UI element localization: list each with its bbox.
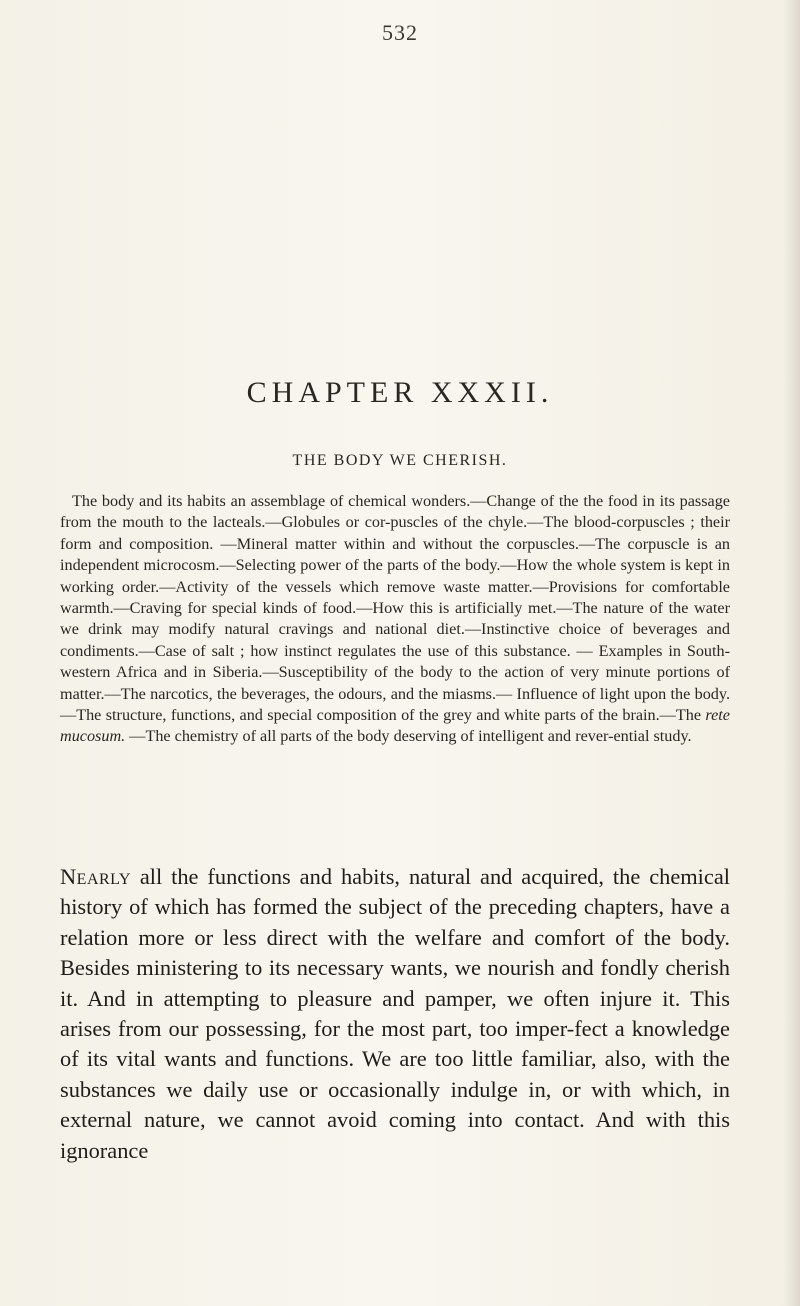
chapter-summary <box>60 491 730 748</box>
page-number: 532 <box>382 20 418 45</box>
body-paragraph-text: all the functions and habits, natural and acquired, the chemical history of which has formed the subject of the preceding chapters, have a relation more or less direct with the welfare and comfort of the body. Besides ministering to its necessary wants, we nourish and fondly cherish it. And in attempting to pleasure and pamper, we often injure it. This arises from our possessing, for the most part, too imper-fect a knowledge of its vital wants and functions. We are too little familiar, also, with the substances we daily use or occasionally indulge in, or with which, in external nature, we cannot avoid coming into contact. And with this ignorance <box>60 864 730 1163</box>
page-edge-shadow <box>784 0 800 1306</box>
chapter-title: CHAPTER XXXII. <box>246 376 554 409</box>
chapter-subtitle: THE BODY WE CHERISH. <box>292 452 508 469</box>
body-paragraph <box>60 862 730 1166</box>
summary-text-end: —The chemistry of all parts of the body deserving of intelligent and rever-ential study. <box>125 727 692 746</box>
summary-italic-term: rete mucosum. <box>60 706 730 746</box>
opening-word: Nearly <box>60 864 131 889</box>
summary-text: The body and its habits an assemblage of chemical wonders.—Change of the the food in its passage from the mouth to the lacteals.—Globules or cor-puscles of the chyle.—The blood-corpuscles ; their form and composition. —Mineral matter within and without the corpuscles.—The corpuscle is an independent microcosm.—Selecting power of the parts of the body.—How the whole system is kept in working order.—Activity of the vessels which remove waste matter.—Provisions for comfortable warmth.—Craving for special kinds of food.—How this is artificially met.—The nature of the water we drink may modify natural cravings and national diet.—Instinctive choice of beverages and condiments.—Case of salt ; how instinct regulates the use of this substance. — Examples in South-western Africa and in Siberia.—Susceptibility of the body to the action of very minute portions of matter.—The narcotics, the beverages, the odours, and the miasms.— Influence of light upon the body.—The structure, functions, and special composition of the grey and white parts of the brain.—The <box>60 492 730 725</box>
